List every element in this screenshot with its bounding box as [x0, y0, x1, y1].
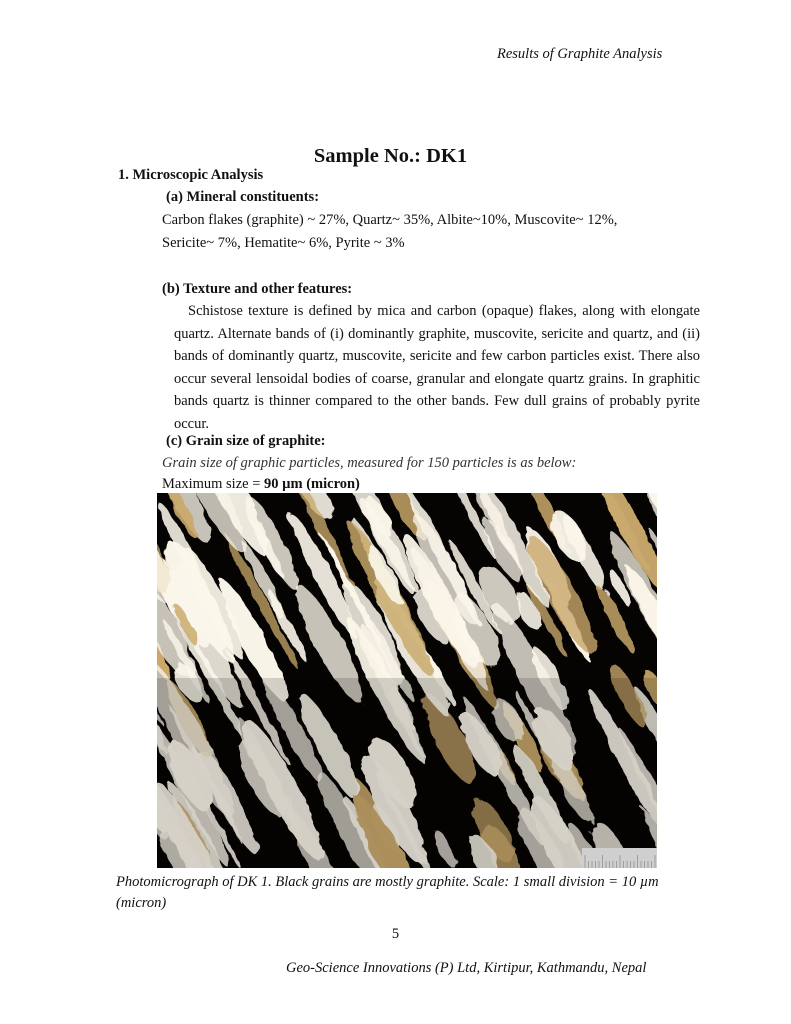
page-number: 5	[391, 926, 400, 942]
footer-company: Geo-Science Innovations (P) Ltd, Kirtipur, Kathmandu, Nepal	[286, 960, 647, 976]
texture-paragraph: Schistose texture is defined by mica and carbon (opaque) flakes, along with elongate quartz. Alternate bands of (i) dominantly graphite, muscovite, sericite and quartz, and (ii) bands of dominantly quartz, muscovite, sericite and few carbon particles exist. There also occur several lensoidal bodies of coarse, granular and elongate quartz grains. In graphitic bands quartz is thinner compared to the other bands. Few dull grains of probably pyrite occur.	[174, 303, 700, 432]
mineral-list-line-1: Carbon flakes (graphite) ~ 27%, Quartz~ 35%, Albite~10%, Muscovite~ 12%,	[162, 212, 618, 228]
figure-caption: Photomicrograph of DK 1. Black grains are mostly graphite. Scale: 1 small division = 10 µm (micron)	[116, 874, 659, 911]
subheading-texture: (b) Texture and other features:	[162, 281, 353, 297]
running-header: Results of Graphite Analysis	[497, 46, 663, 62]
maximum-size-label: Maximum size =	[162, 476, 265, 492]
maximum-size-value: 90 µm (micron)	[264, 476, 360, 492]
grain-size-intro: Grain size of graphic particles, measured for 150 particles is as below:	[162, 455, 577, 471]
photomicrograph-texture	[157, 493, 657, 868]
mineral-list-line-2: Sericite~ 7%, Hematite~ 6%, Pyrite ~ 3%	[162, 235, 405, 251]
subheading-mineral-constituents: (a) Mineral constituents:	[166, 189, 320, 205]
subheading-grain-size: (c) Grain size of graphite:	[166, 433, 326, 449]
maximum-size	[162, 476, 360, 493]
section-heading-microscopic-analysis: 1. Microscopic Analysis	[118, 167, 264, 183]
scale-bar	[582, 848, 657, 868]
light-grain	[594, 585, 640, 657]
sample-title: Sample No.: DK1	[313, 145, 468, 167]
photomicrograph	[157, 493, 657, 868]
